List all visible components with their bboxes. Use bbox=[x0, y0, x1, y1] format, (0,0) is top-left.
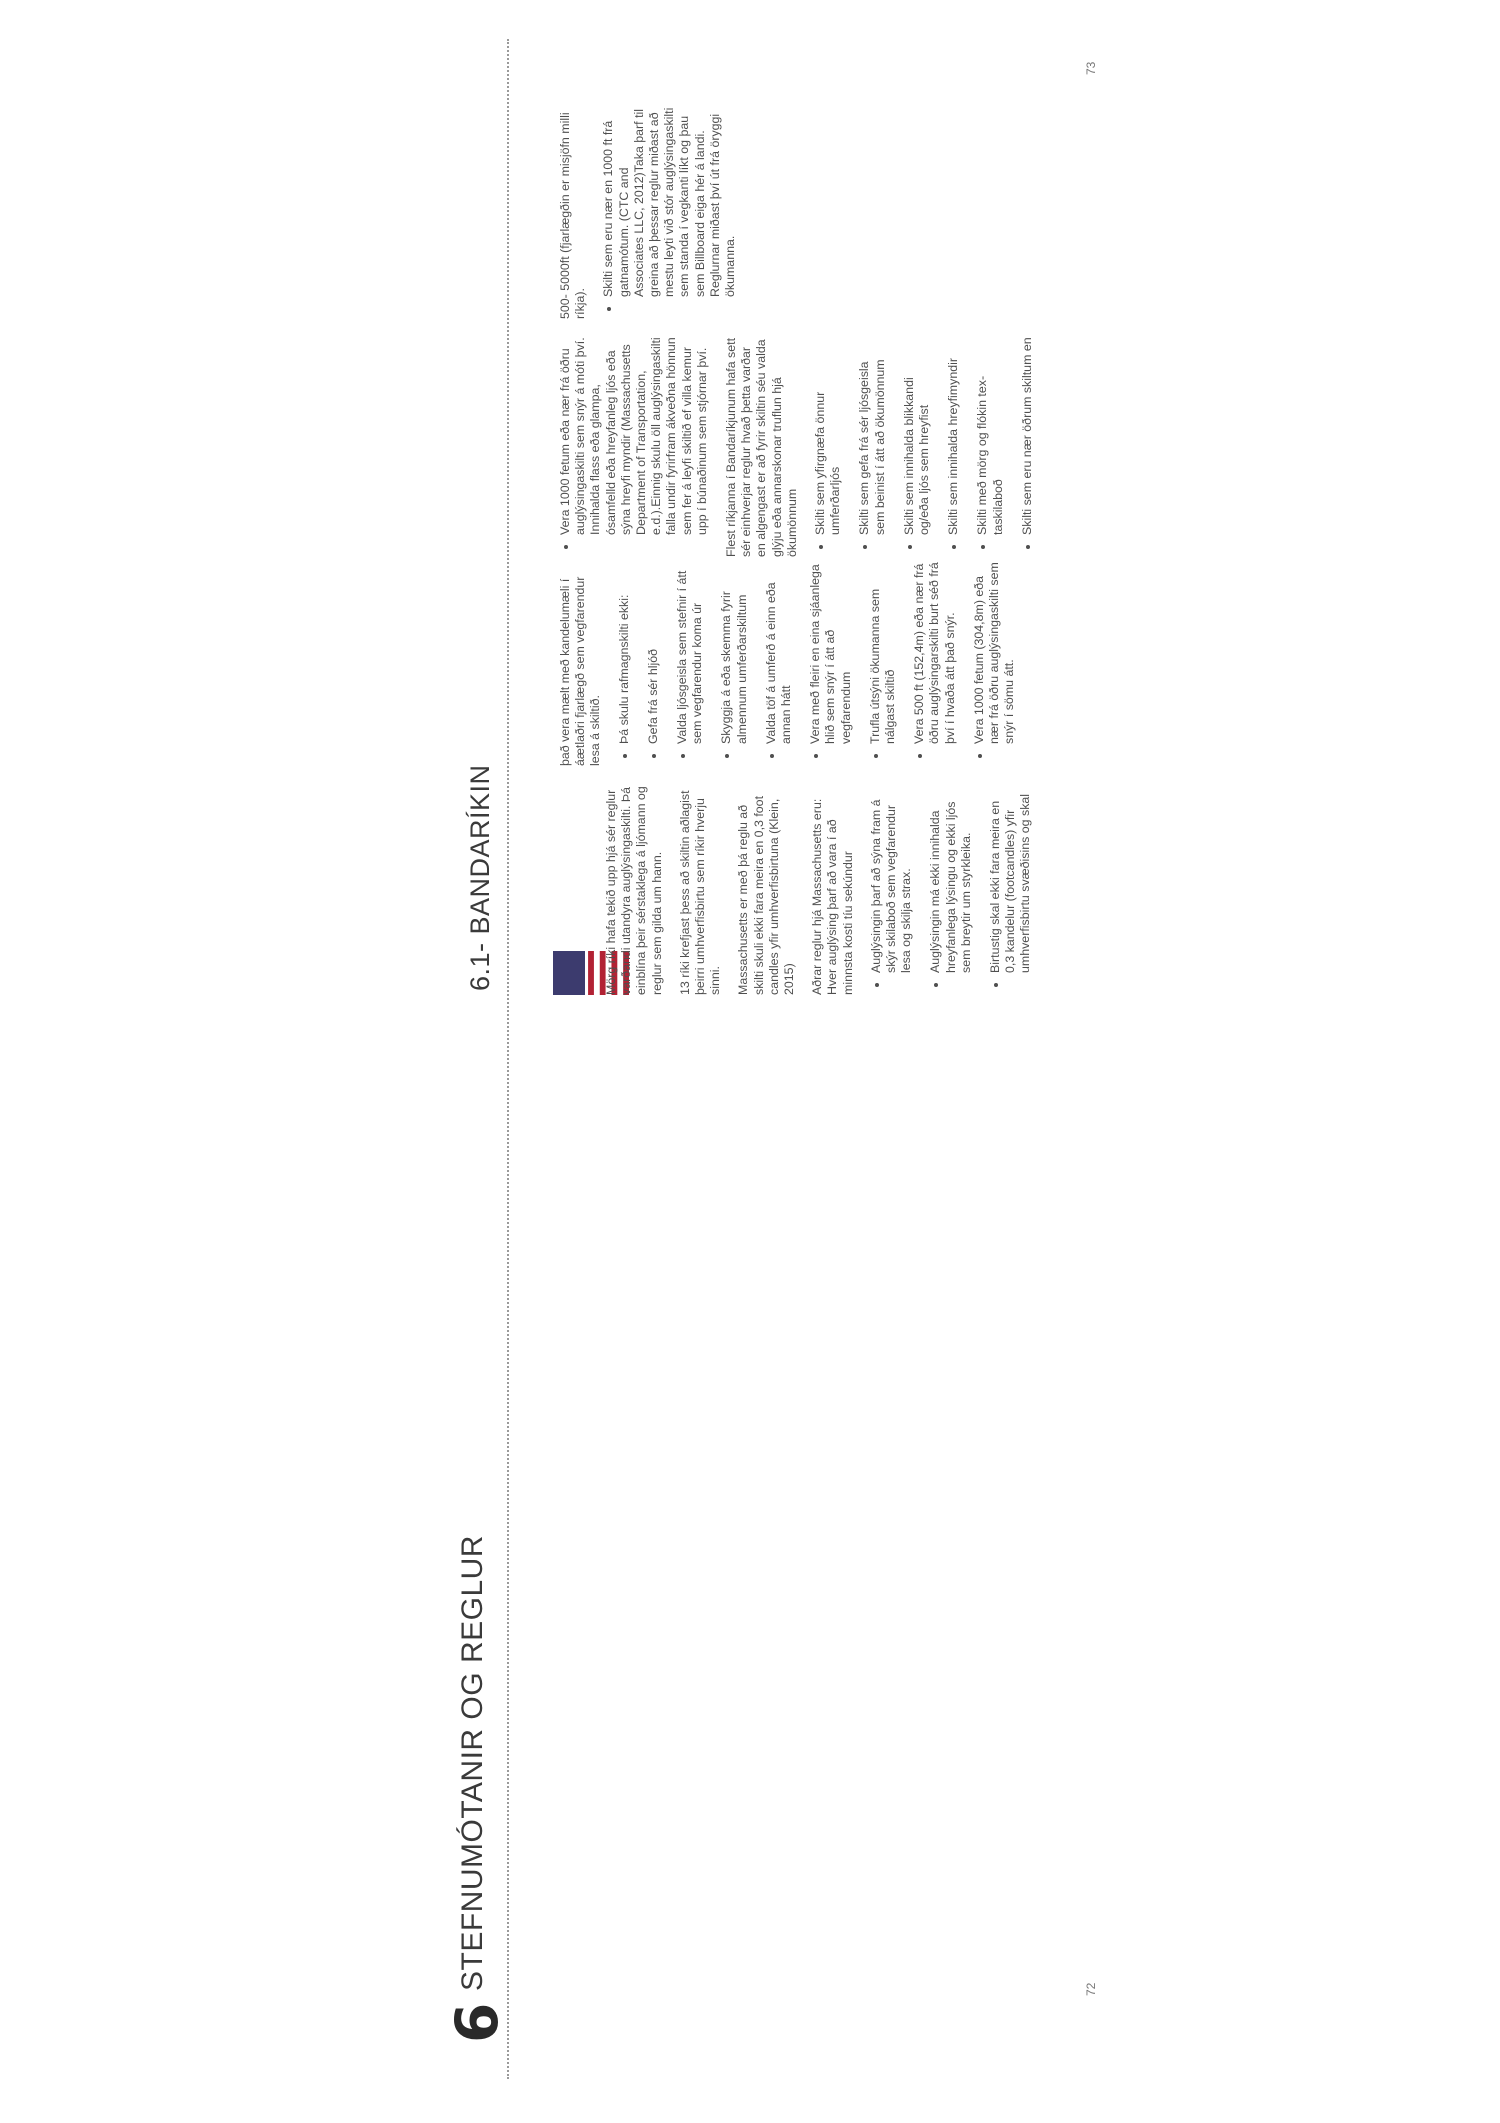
list-item: • Auglýsingin má ekki innihalda hreyfanlega lýsingu og ekki ljós sem breytir um styrkleika. bbox=[928, 785, 974, 973]
list-item: • Skilti sem yfirgnæfa önnur umferðarljós bbox=[813, 337, 843, 535]
list-item: • Vera 1000 fetum (304,8m) eða nær frá öðru auglýsingaskilti sem snýr í sömu átt. bbox=[972, 556, 1018, 744]
list-item: • Auglýsingin þarf að sýna fram á skýr skilaboð sem vegfarendur lesa og skilja strax. bbox=[869, 785, 915, 973]
chapter-rule bbox=[507, 39, 509, 2079]
paragraph: 500- 5000ft (fjarlægðin er misjöfn milli ríkja). bbox=[558, 112, 588, 319]
paragraph: það vera mælt með kandelumæli í áætlaðri fjarlægð sem vegfarendur lesa á skiltið. bbox=[558, 576, 603, 766]
list-item: • Vera 500 ft (152,4m) eða nær frá öðru auglýsingarskilti burt séð frá því í hvaða átt það snýr. bbox=[912, 556, 958, 744]
section-title: 6.1- BANDARÍKIN bbox=[465, 764, 495, 991]
list-item: • Skilti sem eru nær en 1000 ft frá gatnamótum. (CTC and Associates LLC, 2012)Taka þarf til greina að þessar reglur miðast að mestu leyti við stór auglýsingaskilti sem standa í vegkanti líkt og þau sem Billboard eiga hér á landi. Reglurnar miðast því út frá öryggi ökumanna. bbox=[601, 107, 738, 297]
flag-stripe bbox=[588, 951, 594, 995]
paragraph: 13 ríki krefjast þess að skiltin aðlagist þeirri umhverfisbirtu sem ríkir hverju sinni. bbox=[677, 790, 723, 995]
list-item: • Vera með fleiri en eina sjáanlega hlið sem snýr í átt að vegfarendum bbox=[808, 556, 854, 744]
bullet-list bbox=[813, 337, 1035, 557]
list-item: • Skilti sem innihalda blikkandi og/eða ljós sem hreyfist bbox=[902, 337, 932, 535]
page-number-left: 72 bbox=[1084, 1982, 1098, 1996]
list-item: • Skyggja á eða skemma fyrir almennum umferðarskiltum bbox=[719, 556, 749, 744]
bullet-list bbox=[558, 337, 710, 557]
text-column-2 bbox=[558, 556, 1031, 766]
list-item: • Skilti með mörg og flókin tex-taskilaboð bbox=[975, 337, 1005, 535]
list-item: • Skilti sem gefa frá sér ljósgeisla sem beinist í átt að ökumönnum bbox=[857, 337, 887, 535]
text-column-4 bbox=[558, 107, 752, 319]
text-column-3 bbox=[558, 337, 1049, 557]
list-item: • Birtustig skal ekki fara meira en 0,3 kandelur (footcandles) yfir umhverfisbirtu svæðisins og skal bbox=[988, 785, 1034, 973]
page-number-right: 73 bbox=[1084, 61, 1098, 75]
text-column-1 bbox=[604, 785, 1048, 995]
bullet-list bbox=[869, 785, 1034, 995]
list-item: • Trufla útsýni ökumanna sem nálgast skiltið bbox=[868, 556, 898, 744]
bullet-list bbox=[601, 107, 738, 319]
chapter-title: STEFNUMÓTANIR OG REGLUR bbox=[456, 1535, 489, 1991]
list-item: • Valda ljósgeisla sem stefnir í átt sem vegfarendur koma úr bbox=[675, 556, 705, 744]
chapter-number: 6 bbox=[443, 2002, 511, 2043]
flag-stripe bbox=[594, 951, 600, 995]
list-item: • Skilti sem innihalda hreyfimyndir bbox=[946, 337, 961, 535]
list-item: • Skilti sem eru nær öðrum skiltum en bbox=[1020, 337, 1035, 535]
bullet-list bbox=[617, 556, 1018, 766]
list-item: • Vera 1000 fetum eða nær frá öðru auglýsingaskilti sem snýr á móti því. Innihalda flass eða glampa, ósamfelld eða hreyfanleg ljós eða sýna hreyfi myndir (Massachusetts Department of Transportation, e.d.).Einnig skulu öll auglýsingaskilti falla undir fyrirfram ákveðna hönnun sem fer á leyfi skiltið ef villa kemur upp í búnaðinum sem stjórnar því. bbox=[558, 337, 710, 535]
list-item: • Valda töf á umferð á einn eða annan hátt bbox=[764, 556, 794, 744]
paragraph: Flest ríkjanna í Bandaríkjunum hafa sett sér einhverjar reglur hvað þetta varðar en algengast er að fyrir skiltin séu valda glýju eða annarskonar truflun hjá ökumönnum bbox=[724, 337, 799, 557]
paragraph: Massachusetts er með þá reglu að skilti skuli ekki fara meira en 0,3 foot candles yfir umhverfisbirtuna (Klein, 2015) bbox=[736, 795, 797, 995]
paragraph: Mörg ríki hafa tekið upp hjá sér reglur varðandi utandyra auglýsingaskilti. Þá einblína þeir sérstaklega á ljómann og reglur sem gilda um hann. bbox=[604, 786, 664, 995]
list-item: • Gefa frá sér hljóð bbox=[646, 556, 661, 744]
flag-canton bbox=[553, 951, 585, 995]
list-item: • Þá skulu rafmagnskilti ekki: bbox=[617, 556, 632, 744]
paragraph: Aðrar reglur hjá Massachusetts eru: Hver auglýsing þarf að vara í að minnsta kosti tíu sekúndur bbox=[810, 798, 855, 995]
